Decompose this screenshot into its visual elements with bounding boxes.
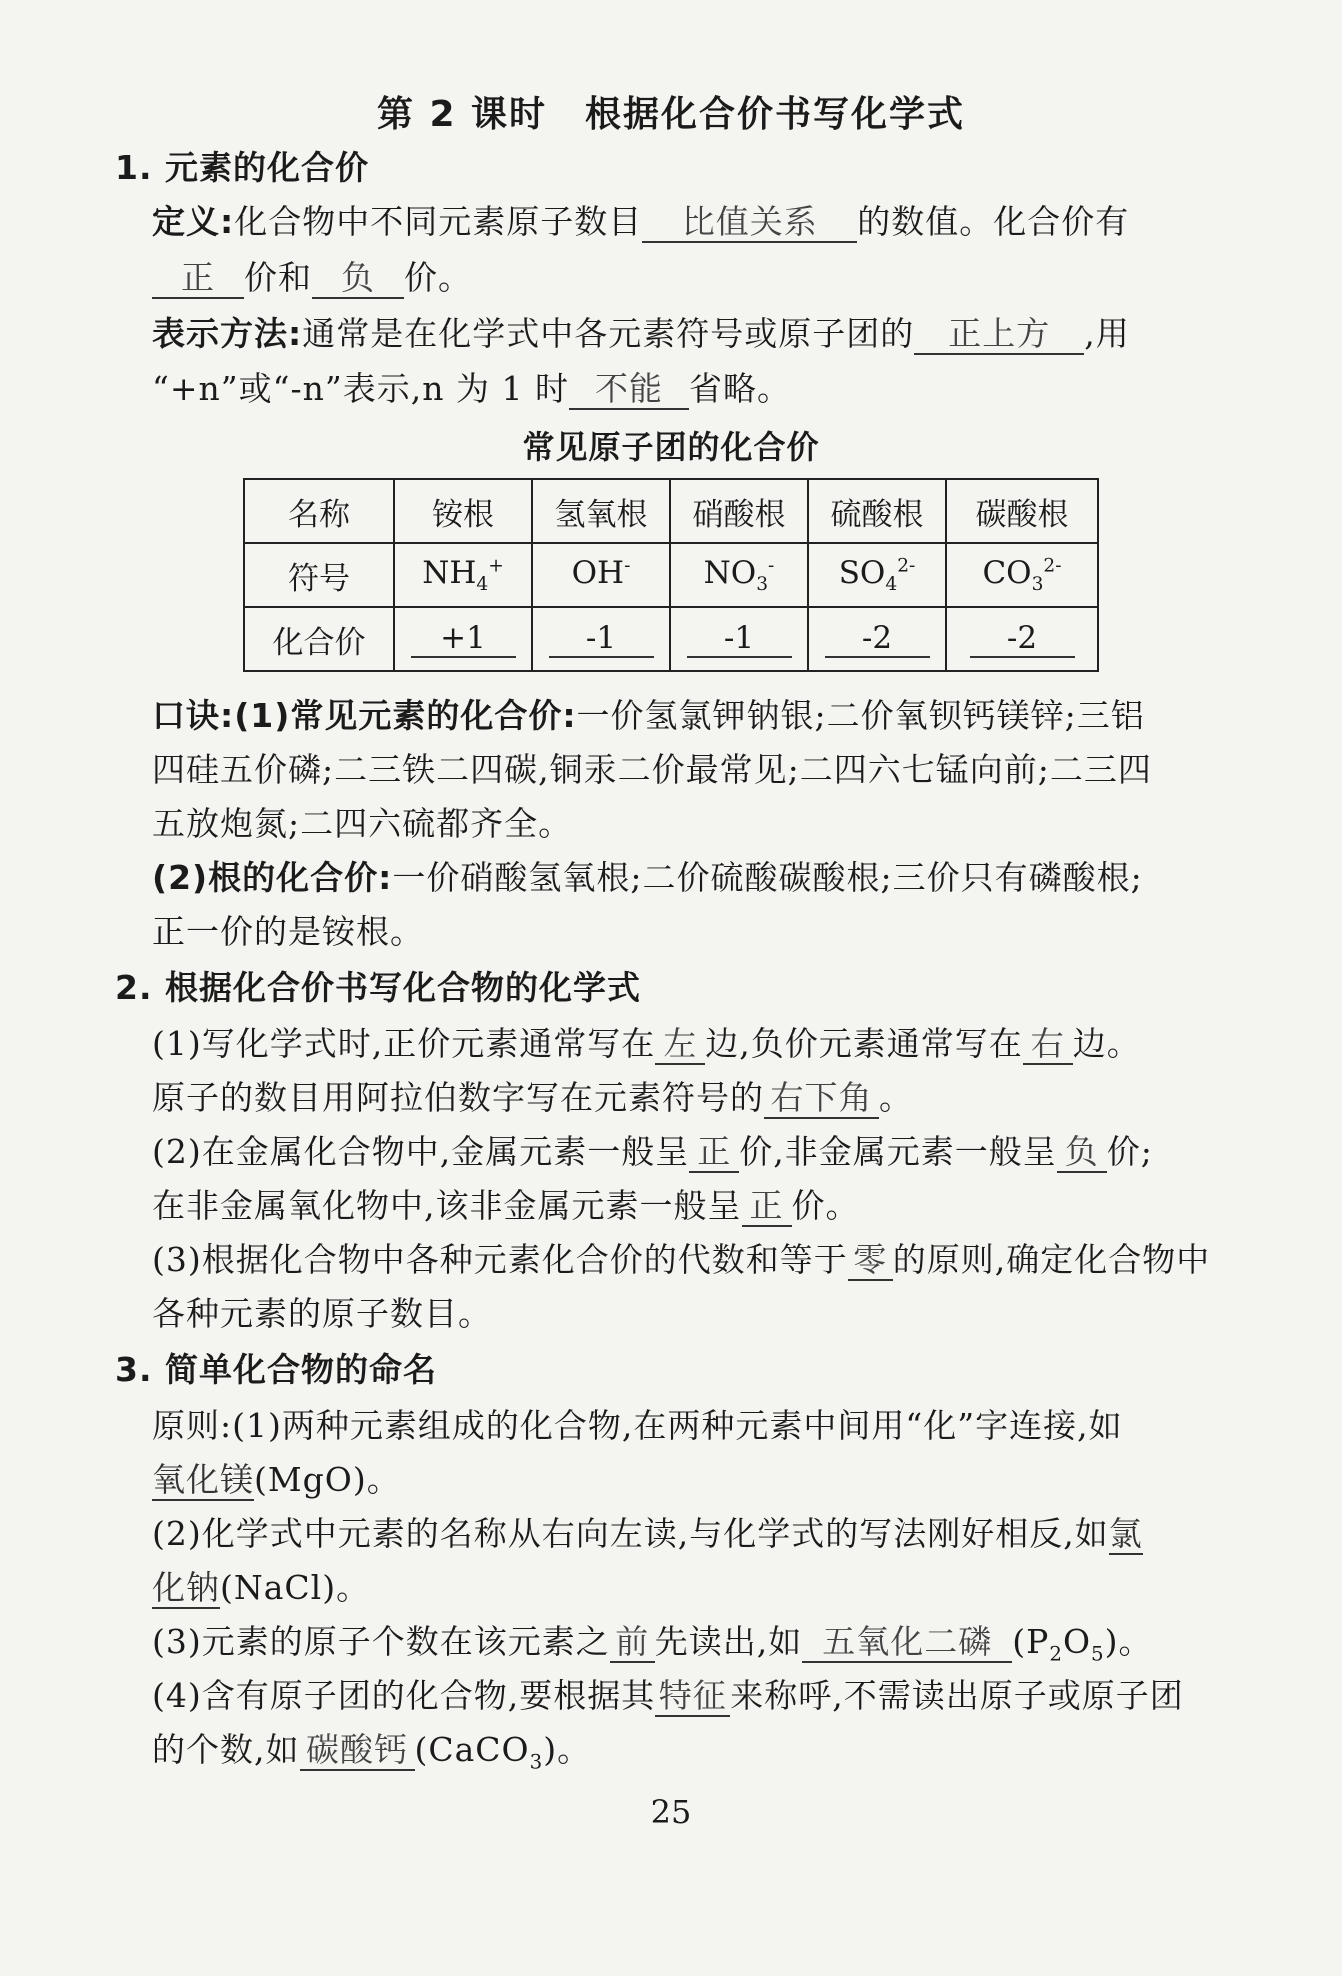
body-text: 来称呼,不需读出原子或原子团	[730, 1676, 1184, 1715]
answer-blank: -1	[687, 620, 792, 658]
symbol-charge: -	[624, 555, 631, 577]
section-3-heading: 3. 简单化合物的命名	[115, 1350, 437, 1389]
section-3-line-5	[152, 1620, 1152, 1677]
mnemonic-line-1	[152, 694, 1145, 738]
body-text: (1)写化学式时,正价元素通常写在	[152, 1024, 656, 1063]
section-2-line-6: 各种元素的原子数目。	[152, 1294, 492, 1333]
formula-text: O	[1062, 1622, 1091, 1661]
definition-text: 的数值。化合价有	[857, 202, 1130, 241]
answer-blank: -2	[970, 620, 1075, 658]
body-text: 的个数,如	[152, 1730, 300, 1769]
body-text: 价,非金属元素一般呈	[739, 1132, 1057, 1171]
table-cell: 化合价	[244, 607, 394, 671]
definition-line-1	[152, 200, 1129, 244]
body-text: 边。	[1072, 1024, 1141, 1063]
table-cell: 硝酸根	[670, 479, 808, 543]
answer-blank: 负	[312, 259, 404, 299]
symbol-charge: -	[768, 555, 775, 577]
definition-label: 定义:	[152, 202, 235, 241]
section-2-line-5	[152, 1238, 1210, 1282]
answer-blank: 正上方	[914, 315, 1084, 355]
body-text: 的原则,确定化合物中	[892, 1240, 1211, 1279]
answer-blank: 氯	[1108, 1514, 1143, 1553]
mnemonic-line-2: 四硅五价磷;二三铁二四碳,铜汞二价最常见;二四六七锰向前;二三四	[152, 750, 1152, 789]
body-text: (2)在金属化合物中,金属元素一般呈	[152, 1132, 690, 1171]
mnemonic-line-3: 五放炮氮;二四六硫都齐全。	[152, 804, 573, 843]
answer-blank: 右	[1023, 1025, 1073, 1065]
symbol-base: NO	[703, 554, 757, 591]
formula-text: (CaCO	[414, 1730, 530, 1769]
formula-subscript: 5	[1091, 1642, 1105, 1666]
symbol-sub: 3	[756, 574, 769, 596]
body-text: 在非金属氧化物中,该非金属元素一般呈	[152, 1186, 742, 1225]
formula-subscript: 3	[529, 1750, 544, 1774]
body-text: 原子的数目用阿拉伯数字写在元素符号的	[152, 1078, 764, 1117]
definition-text: 化合物中不同元素原子数目	[234, 202, 643, 241]
valence-cell	[808, 607, 946, 671]
answer-blank: 正	[689, 1133, 739, 1173]
body-text: 。	[879, 1078, 913, 1117]
answer-blank: 五氧化二磷	[802, 1623, 1012, 1663]
table-cell: 碳酸根	[946, 479, 1098, 543]
symbol-sub: 4	[885, 574, 898, 596]
symbol-cell	[946, 543, 1098, 607]
table-cell: 符号	[244, 543, 394, 607]
representation-text: “+n”或“-n”表示,n 为 1 时	[152, 369, 569, 408]
answer-blank: 不能	[569, 370, 689, 410]
mnemonic-line-4	[152, 856, 1143, 900]
representation-text: 通常是在化学式中各元素符号或原子团的	[302, 314, 915, 353]
symbol-sub: 3	[1031, 574, 1044, 596]
formula-subscript: 2	[1049, 1642, 1063, 1666]
table-cell: 氢氧根	[532, 479, 670, 543]
section-2-line-1	[152, 1022, 1141, 1066]
section-2-line-4	[152, 1184, 860, 1228]
symbol-base: CO	[982, 554, 1032, 591]
answer-blank: 化钠	[152, 1568, 220, 1607]
body-text: (4)含有原子团的化合物,要根据其	[152, 1676, 656, 1715]
table-row-valences	[244, 607, 1098, 671]
table-row-names	[244, 479, 1098, 543]
body-text: 边,负价元素通常写在	[705, 1024, 1023, 1063]
symbol-cell	[670, 543, 808, 607]
radical-valence-table	[243, 478, 1099, 672]
symbol-base: SO	[838, 554, 886, 591]
answer-blank: -2	[825, 620, 930, 658]
answer-blank: 正	[742, 1187, 792, 1227]
answer-blank: 氧化镁	[152, 1460, 254, 1499]
symbol-cell	[394, 543, 532, 607]
answer-blank: 负	[1057, 1133, 1107, 1173]
representation-text: ,用	[1084, 314, 1130, 353]
definition-text: 价和	[244, 258, 312, 297]
body-text: 价;	[1106, 1132, 1153, 1171]
representation-line-1	[152, 312, 1130, 356]
body-text: (NaCl)。	[220, 1568, 371, 1607]
answer-blank: 前	[610, 1623, 655, 1663]
valence-cell	[946, 607, 1098, 671]
answer-blank: 右下角	[764, 1079, 879, 1119]
body-text: 价。	[791, 1186, 860, 1225]
body-text: (MgO)。	[254, 1460, 401, 1499]
mnemonic-subheading: (1)常见元素的化合价:	[234, 696, 577, 735]
symbol-charge: +	[488, 555, 504, 577]
definition-line-2	[152, 256, 472, 300]
answer-blank: 正	[152, 259, 244, 299]
body-text: (3)根据化合物中各种元素化合价的代数和等于	[152, 1240, 848, 1279]
section-2-heading: 2. 根据化合价书写化合物的化学式	[115, 968, 641, 1007]
symbol-cell	[532, 543, 670, 607]
representation-label: 表示方法:	[152, 314, 303, 353]
section-3-line-7	[152, 1728, 591, 1785]
valence-cell	[394, 607, 532, 671]
mnemonic-label: 口诀:	[152, 696, 235, 735]
mnemonic-line-5: 正一价的是铵根。	[152, 912, 424, 951]
mnemonic-text: 一价硝酸氢氧根;二价硫酸碳酸根;三价只有磷酸根;	[392, 858, 1143, 897]
valence-cell	[532, 607, 670, 671]
symbol-charge: 2-	[897, 555, 916, 577]
table-cell: 铵根	[394, 479, 532, 543]
formula-text: (P	[1012, 1622, 1050, 1661]
symbol-sub: 4	[476, 574, 489, 596]
table-cell: 名称	[244, 479, 394, 543]
section-1-heading: 1. 元素的化合价	[115, 148, 369, 187]
page-number: 25	[650, 1793, 692, 1831]
symbol-cell	[808, 543, 946, 607]
section-3-line-2	[152, 1458, 401, 1502]
answer-blank: 左	[655, 1025, 705, 1065]
body-text: (2)化学式中元素的名称从右向左读,与化学式的写法刚好相反,如	[152, 1514, 1109, 1553]
answer-blank: -1	[549, 620, 654, 658]
mnemonic-subheading: (2)根的化合价:	[152, 858, 393, 897]
section-3-line-3	[152, 1512, 1143, 1556]
table-caption: 常见原子团的化合价	[522, 428, 820, 466]
definition-text: 价。	[404, 258, 472, 297]
formula-text: )。	[1104, 1622, 1153, 1661]
table-cell: 硫酸根	[808, 479, 946, 543]
representation-text: 省略。	[689, 369, 791, 408]
section-3-line-1: 原则:(1)两种元素组成的化合物,在两种元素中间用“化”字连接,如	[152, 1406, 1123, 1445]
symbol-base: OH	[571, 554, 625, 591]
body-text: 先读出,如	[654, 1622, 803, 1661]
formula-text: )。	[543, 1730, 592, 1769]
mnemonic-text: 一价氢氯钾钠银;二价氧钡钙镁锌;三铝	[576, 696, 1145, 735]
page-title: 第 2 课时 根据化合价书写化学式	[376, 94, 966, 135]
section-3-line-4	[152, 1566, 370, 1610]
section-3-line-6	[152, 1674, 1184, 1718]
symbol-base: NH	[422, 554, 477, 591]
symbol-charge: 2-	[1043, 555, 1062, 577]
answer-blank: 零	[848, 1241, 893, 1281]
valence-cell	[670, 607, 808, 671]
body-text: (3)元素的原子个数在该元素之	[152, 1622, 610, 1661]
representation-line-2	[152, 367, 791, 411]
table-row-symbols	[244, 543, 1098, 607]
section-2-line-2	[152, 1076, 913, 1120]
section-2-line-3	[152, 1130, 1153, 1174]
answer-blank: 碳酸钙	[300, 1731, 415, 1771]
answer-blank: 比值关系	[642, 203, 857, 243]
answer-blank: 特征	[655, 1677, 730, 1717]
answer-blank: +1	[411, 620, 516, 658]
